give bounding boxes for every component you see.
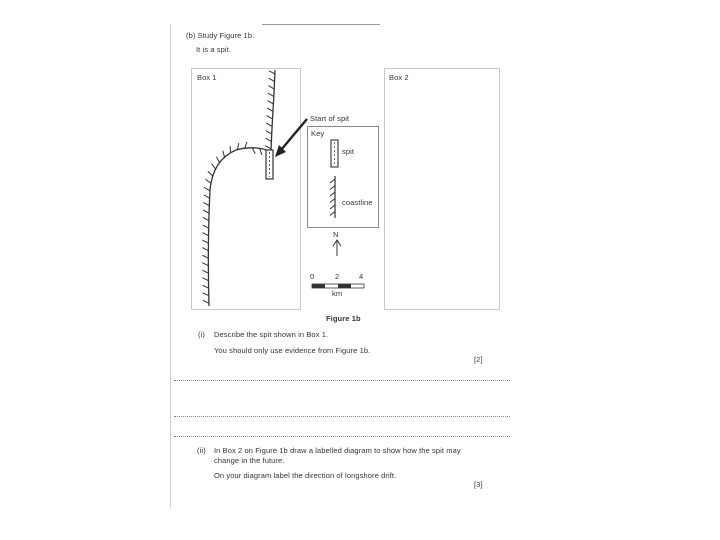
scale-bar-seg-1 [312, 284, 325, 288]
page-top-edge [262, 24, 380, 25]
answer-line-3[interactable] [174, 436, 510, 437]
part-i-instruction: You should only use evidence from Figure 1b. [214, 346, 371, 355]
key-box [307, 126, 379, 228]
part-ii-prompt-line-1: In Box 2 on Figure 1b draw a labelled diagram to show how the spit may [214, 446, 461, 455]
scale-unit: km [332, 289, 343, 298]
part-ii-marks: [3] [474, 480, 483, 489]
box-1 [191, 68, 301, 310]
scale-bar-seg-3 [338, 284, 351, 288]
scale-bar-outline [312, 284, 364, 288]
part-ii-prompt-line-2: change in the future. [214, 456, 285, 465]
figure-caption: Figure 1b [326, 314, 361, 323]
part-ii-instruction: On your diagram label the direction of longshore drift. [214, 471, 397, 480]
key-spit-label: spit [342, 147, 355, 156]
north-label: N [333, 230, 339, 239]
scale-tick-4: 4 [359, 272, 364, 281]
north-arrow-head [333, 240, 341, 246]
part-i-prompt: Describe the spit shown in Box 1. [214, 330, 329, 339]
question-part-label: (b) Study Figure 1b. [186, 31, 255, 40]
box-2-label: Box 2 [389, 73, 409, 82]
answer-line-1[interactable] [174, 380, 510, 381]
scale-tick-2: 2 [335, 272, 340, 281]
key-coastline-label: coastline [342, 198, 373, 207]
part-i-marks: [2] [474, 355, 483, 364]
box-2 [384, 68, 500, 310]
key-title: Key [311, 129, 325, 138]
answer-line-2[interactable] [174, 416, 510, 417]
scale-tick-0: 0 [310, 272, 315, 281]
box-1-label: Box 1 [197, 73, 217, 82]
question-statement: It is a spit. [196, 45, 232, 54]
page-left-edge [170, 24, 171, 508]
part-i-number: (i) [198, 330, 205, 339]
part-ii-number: (ii) [197, 446, 206, 455]
start-of-spit-label: Start of spit [310, 114, 350, 123]
